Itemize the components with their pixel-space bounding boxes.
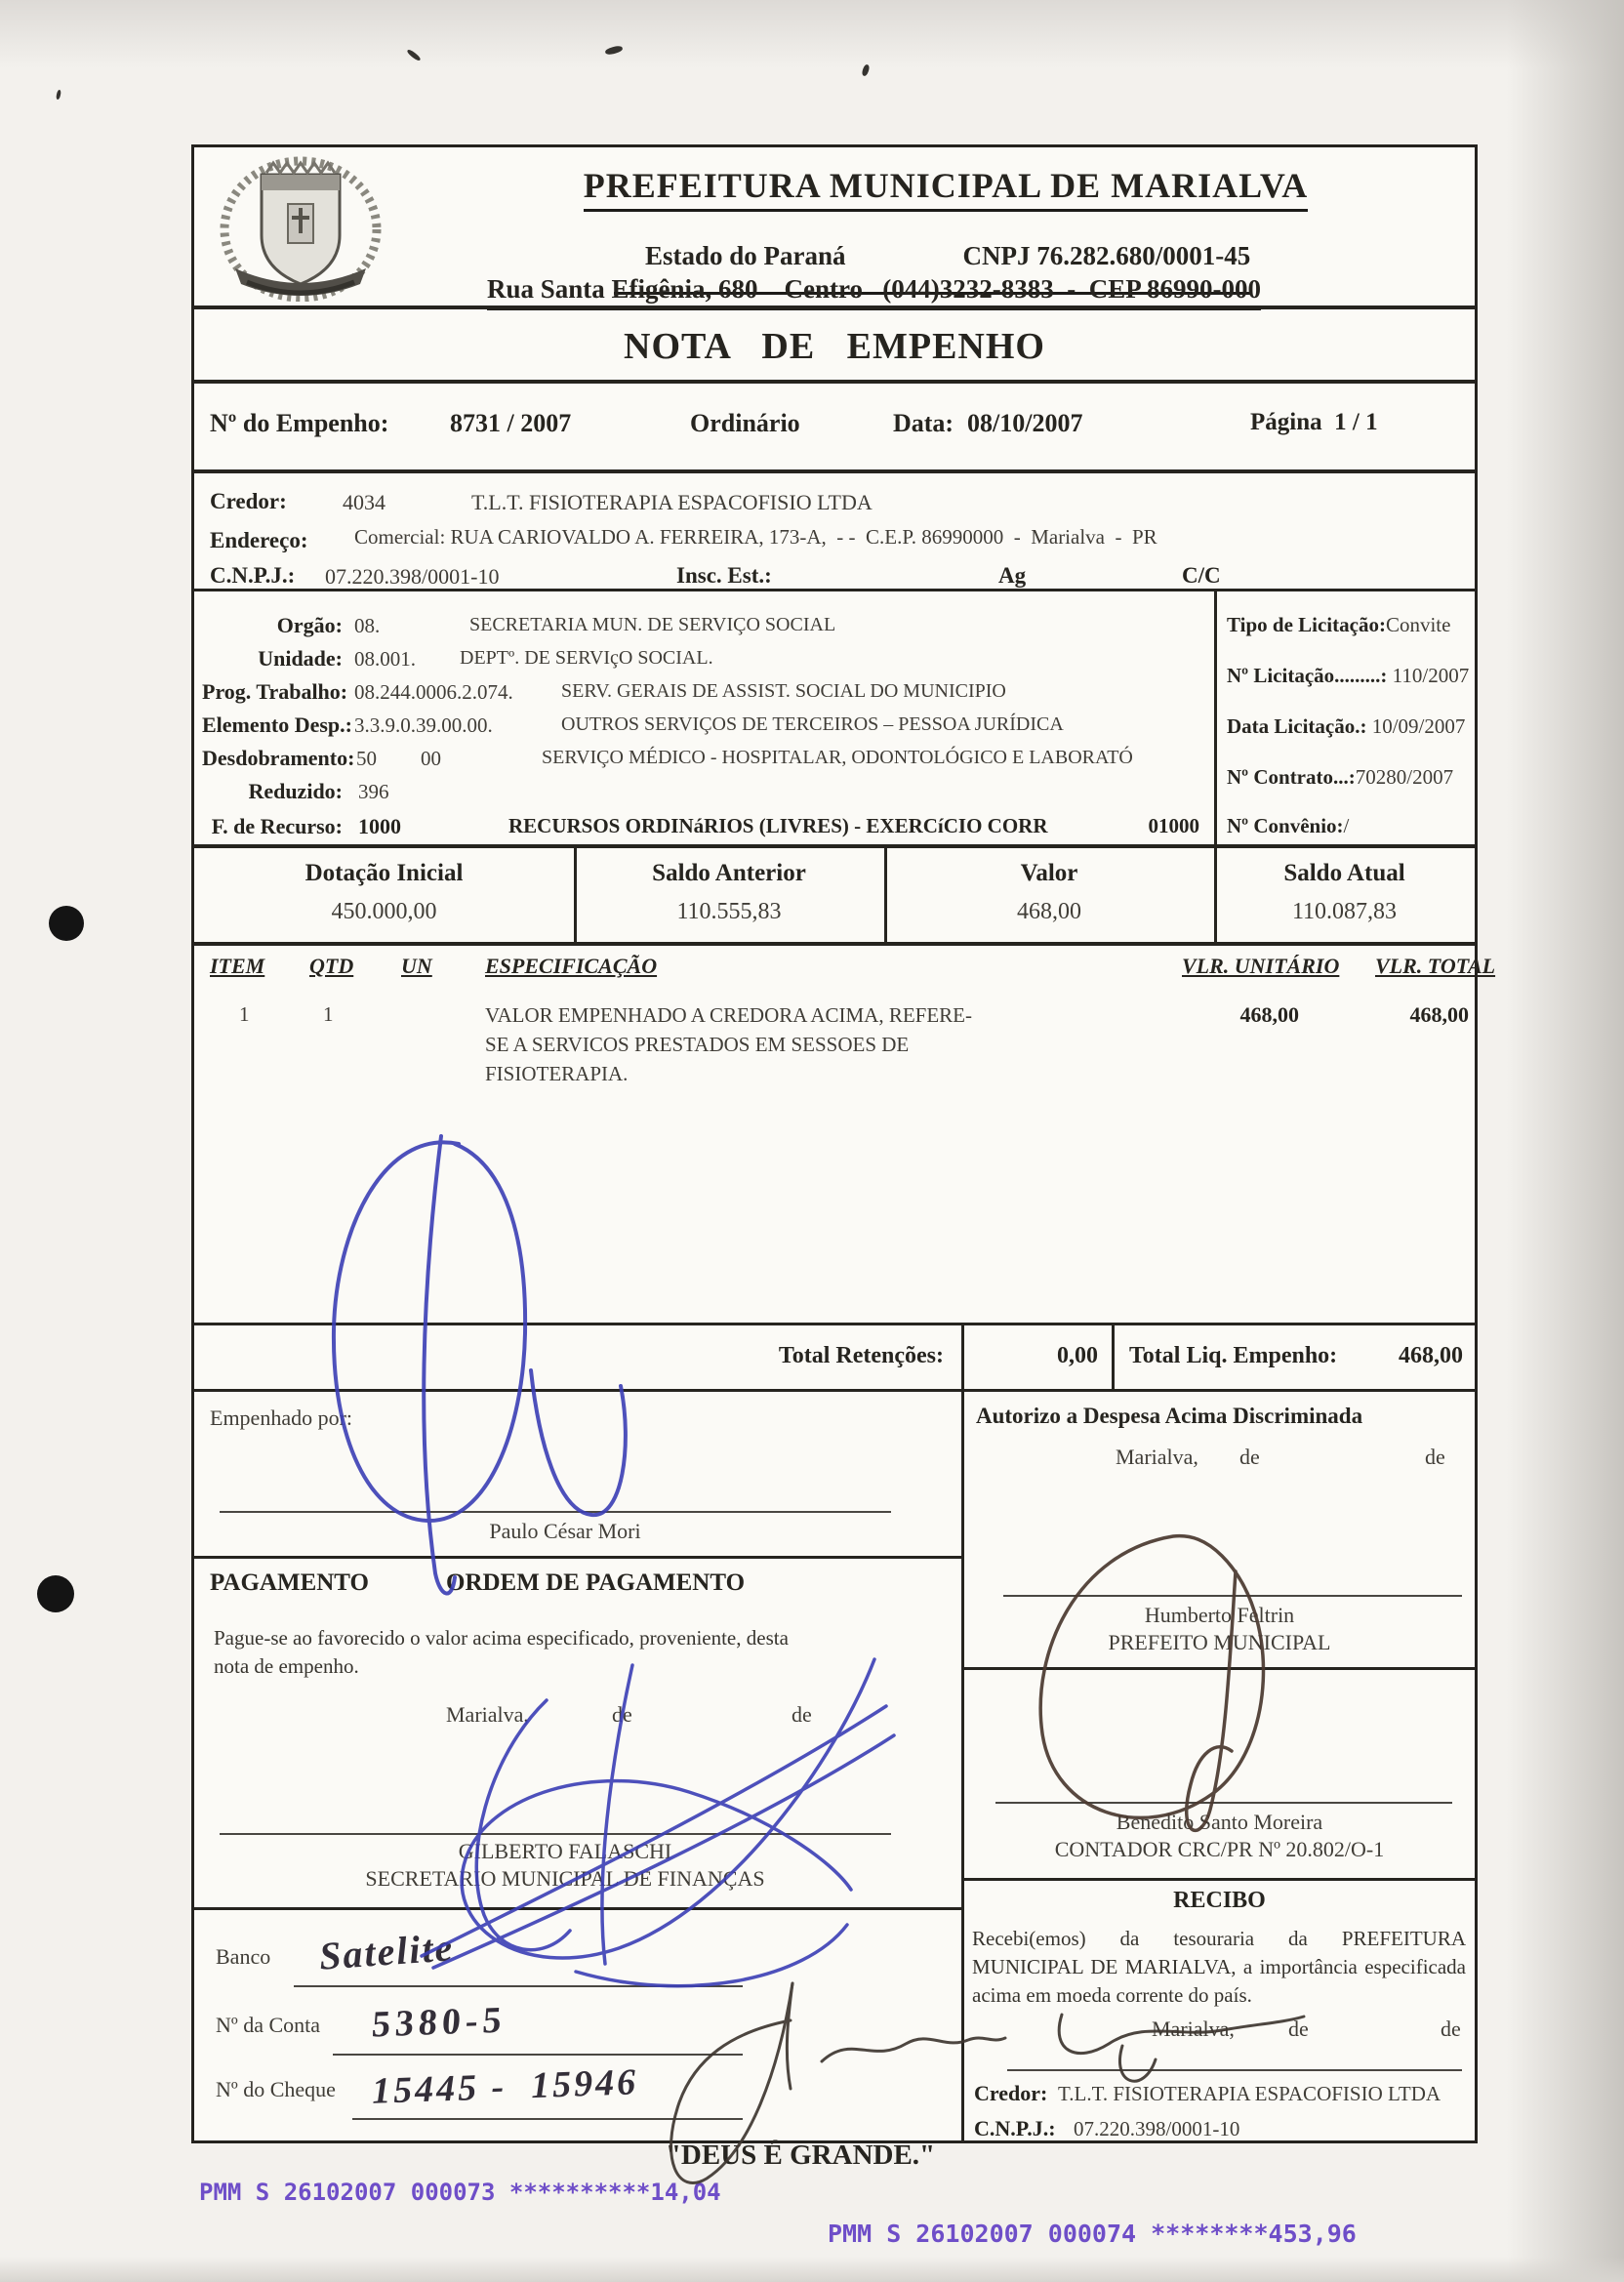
pagamento-text: Pague-se ao favorecido o valor acima especificado, proveniente, desta nota de empenho.: [214, 1626, 789, 1678]
numero-convenio-label: Nº Convênio:: [1227, 814, 1344, 837]
unidade-desc: DEPTº. DE SERVIçO SOCIAL.: [460, 647, 713, 669]
scan-shadow-top: [0, 0, 1624, 68]
credor-cnpj-label: C.N.P.J.:: [210, 563, 296, 588]
empenho-number: 8731 / 2007: [450, 409, 572, 437]
elemento-desp-desc: OUTROS SERVIÇOS DE TERCEIROS – PESSOA JURÍDICA: [561, 713, 1064, 735]
nota-empenho-form: [191, 144, 1496, 2143]
prefeito-name: Humberto Feltrin: [1144, 1603, 1295, 1627]
scan-shadow-right: [1507, 0, 1624, 2282]
fonte-recurso-code: 1000: [358, 814, 401, 838]
form-header: [194, 147, 1475, 306]
desdobramento-code2: 00: [421, 747, 441, 770]
numero-licitacao-label: Nº Licitação.........:: [1227, 664, 1388, 687]
insc-est-label: Insc. Est.:: [676, 563, 772, 588]
recibo-cnpj-value: 07.220.398/0001-10: [1074, 2117, 1240, 2140]
saldo-atual-header: Saldo Atual: [1283, 860, 1405, 886]
address-text: Rua Santa Efigênia, 680 Centro (044)3232-8383 - CEP 86990-000: [487, 274, 1261, 310]
org-name-text: PREFEITURA MUNICIPAL DE MARIALVA: [584, 165, 1308, 212]
recibo-credor-name: T.L.T. FISIOTERAPIA ESPACOFISIO LTDA: [1058, 2082, 1441, 2105]
credor-block: [194, 469, 1475, 589]
agencia-label: Ag: [998, 563, 1027, 588]
col-header-qtd: QTD: [309, 954, 354, 978]
reduzido-label: Reduzido:: [248, 779, 343, 803]
total-retencoes-value: 0,00: [1057, 1343, 1098, 1368]
pagamento-city: Marialva,: [446, 1702, 529, 1727]
total-retencoes-label: Total Retenções:: [778, 1343, 944, 1368]
lower-grid: [194, 1389, 1475, 2140]
autorizo-de-2: de: [1425, 1445, 1445, 1469]
conta-handwritten-value: 5380-5: [370, 1999, 508, 2046]
endereco-label: Endereço:: [210, 528, 308, 552]
credor-name: T.L.T. FISIOTERAPIA ESPACOFISIO LTDA: [471, 490, 873, 514]
banco-label: Banco: [216, 1944, 271, 1969]
col-header-item: ITEM: [210, 954, 265, 978]
item-qtd: 1: [323, 1002, 334, 1026]
item-especificacao: VALOR EMPENHADO A CREDORA ACIMA, REFERE-SE A SERVICOS PRESTADOS EM SESSOES DE FISIOTERAPIA.: [485, 1003, 973, 1085]
page-number: Página 1 / 1: [1250, 409, 1378, 435]
banco-box-divider: [194, 1907, 961, 1910]
dot-matrix-stamp-left: PMM S 26102007 000073 **********14,04: [199, 2179, 721, 2206]
fonte-recurso-label: F. de Recurso:: [211, 814, 343, 838]
empenho-number-label: Nº do Empenho:: [210, 409, 389, 437]
valor-header: Valor: [1020, 860, 1078, 886]
autorizo-inner-divider: [964, 1667, 1475, 1670]
banco-handwritten-value: Satelite: [317, 1925, 456, 1978]
itens-section: [194, 942, 1496, 1323]
fonte-recurso-extra: 01000: [1148, 814, 1199, 837]
saldo-anterior-header: Saldo Anterior: [652, 860, 806, 886]
desdobramento-label: Desdobramento:: [202, 746, 355, 770]
doc-title: NOTA DE EMPENHO: [624, 326, 1045, 367]
conta-line: [333, 2054, 743, 2056]
totais-divider-1: [961, 1325, 964, 1392]
unidade-label: Unidade:: [258, 646, 343, 671]
tipo-licitacao-value: Convite: [1385, 613, 1451, 636]
data-licitacao-label: Data Licitação.:: [1227, 714, 1367, 738]
tipo-licitacao: [1227, 613, 1450, 637]
endereco-value: Comercial: RUA CARIOVALDO A. FERREIRA, 173-A, - - C.E.P. 86990000 - Marialva - PR: [354, 525, 1157, 549]
prog-trabalho-label: Prog. Trabalho:: [202, 679, 348, 704]
ordem-pagamento-title: ORDEM DE PAGAMENTO: [446, 1569, 746, 1596]
item-vlr-unitario: 468,00: [1239, 1002, 1299, 1027]
empenho-type: Ordinário: [690, 409, 800, 437]
col-header-vlr-total: VLR. TOTAL: [1375, 954, 1496, 978]
header-org-name: [448, 165, 1443, 212]
pagamento-de-1: de: [612, 1702, 632, 1727]
col-header-especificacao: ESPECIFICAÇÃO: [485, 954, 658, 978]
valor-value: 468,00: [1017, 899, 1081, 924]
col-header-vlr-unitario: VLR. UNITÁRIO: [1182, 954, 1340, 978]
numero-convenio: [1227, 814, 1349, 838]
empenho-row: [194, 380, 1475, 469]
hole-punch: [49, 906, 84, 941]
secretario-signature-line: [220, 1833, 891, 1835]
saldo-atual-value: 110.087,83: [1291, 899, 1398, 924]
credor-label: Credor:: [210, 489, 287, 513]
data-licitacao-value: 10/09/2007: [1366, 714, 1466, 738]
data-licitacao: [1227, 714, 1465, 739]
cnpj-text: CNPJ 76.282.680/0001-45: [962, 241, 1251, 270]
empenhado-signer-name: Paulo César Mori: [489, 1519, 641, 1543]
numero-licitacao-value: 110/2007: [1387, 664, 1470, 687]
empenho-date-label: Data:: [893, 409, 954, 437]
empenhado-por-label: Empenhado por:: [210, 1406, 353, 1430]
saldo-anterior-value: 110.555,83: [676, 899, 782, 924]
orgao-desc: SECRETARIA MUN. DE SERVIÇO SOCIAL: [469, 614, 836, 635]
pagamento-title: PAGAMENTO: [210, 1569, 369, 1596]
secretario-name: GILBERTO FALASCHI: [458, 1839, 672, 1863]
empenho-date: 08/10/2007: [967, 409, 1083, 437]
ink-speck: [56, 90, 61, 101]
cheque-line: [352, 2118, 743, 2120]
cheque-handwritten-value: 15445 - 15946: [371, 2061, 639, 2112]
prog-trabalho-desc: SERV. GERAIS DE ASSIST. SOCIAL DO MUNICIPIO: [561, 680, 1006, 702]
numero-contrato-label: Nº Contrato...:: [1227, 765, 1356, 789]
recibo-title: RECIBO: [1173, 1888, 1266, 1913]
banco-line: [294, 1985, 743, 1987]
autorizo-de-1: de: [1239, 1445, 1260, 1469]
unidade-code: 08.001.: [354, 647, 416, 671]
elemento-desp-code: 3.3.9.0.39.00.00.: [354, 713, 493, 737]
recibo-city: Marialva,: [1152, 2017, 1235, 2041]
conta-corrente-label: C/C: [1182, 563, 1221, 588]
title-band: [194, 306, 1475, 380]
prog-trabalho-code: 08.244.0006.2.074.: [354, 680, 513, 704]
conta-label: Nº da Conta: [216, 2013, 321, 2037]
total-liq-label: Total Liq. Empenho:: [1129, 1343, 1338, 1368]
saldos-row: [194, 844, 1475, 942]
recibo-credor-label: Credor:: [974, 2081, 1048, 2105]
desdobramento-code1: 50: [356, 747, 377, 770]
numero-contrato: [1227, 765, 1453, 790]
autorizo-city: Marialva,: [1116, 1445, 1198, 1469]
recibo-de-1: de: [1288, 2017, 1309, 2041]
state-text: Estado do Paraná: [645, 241, 846, 270]
recibo-cnpj-label: C.N.P.J.:: [974, 2116, 1056, 2140]
recibo-divider: [964, 1878, 1475, 1881]
total-liq-value: 468,00: [1399, 1343, 1463, 1368]
item-number: 1: [239, 1002, 250, 1026]
contador-title: CONTADOR CRC/PR Nº 20.802/O-1: [1054, 1837, 1385, 1861]
totais-row: [194, 1323, 1475, 1389]
dotacao-inicial-header: Dotação Inicial: [304, 860, 464, 886]
contador-name: Benedito Santo Moreira: [1116, 1810, 1323, 1834]
totais-divider-2: [1112, 1325, 1115, 1392]
orcamento-divider: [1214, 591, 1217, 847]
motto-text: "DEUS É GRANDE.": [665, 2139, 936, 2171]
dotacao-inicial-value: 450.000,00: [331, 899, 437, 924]
orcamento-block: [194, 589, 1475, 844]
credor-code: 4034: [343, 490, 386, 514]
fonte-recurso-desc: RECURSOS ORDINáRIOS (LIVRES) - EXERCíCIO CORR: [508, 814, 1048, 837]
recibo-signature-line: [1007, 2069, 1462, 2071]
item-vlr-total: 468,00: [1409, 1002, 1469, 1027]
desdobramento-desc: SERVIÇO MÉDICO - HOSPITALAR, ODONTOLÓGICO E LABORATÓ: [542, 747, 1133, 768]
numero-contrato-value: 70280/2007: [1355, 765, 1454, 789]
secretario-title: SECRETARIO MUNICIPAL DE FINANÇAS: [365, 1866, 765, 1891]
numero-licitacao: [1227, 664, 1469, 688]
municipal-coat-of-arms-icon: [208, 153, 393, 302]
scan-shadow-bottom: [0, 2257, 1624, 2282]
contador-signature-line: [995, 1802, 1452, 1804]
elemento-desp-label: Elemento Desp.:: [202, 713, 352, 737]
orgao-label: Orgão:: [276, 613, 343, 637]
autorizo-title: Autorizo a Despesa Acima Discriminada: [976, 1404, 1363, 1428]
reduzido-code: 396: [358, 780, 389, 803]
autorizo-recibo-column: [964, 1392, 1475, 2143]
numero-convenio-value: /: [1343, 814, 1350, 837]
empenhado-signature-line: [220, 1511, 891, 1513]
prefeito-title: PREFEITO MUNICIPAL: [1108, 1630, 1331, 1654]
col-header-un: UN: [401, 954, 432, 978]
prefeito-signature-line: [1003, 1595, 1462, 1597]
recibo-text: Recebi(emos) da tesouraria da PREFEITURA MUNICIPAL DE MARIALVA, a importância especificada acima em moeda corrente do país.: [972, 1927, 1466, 2007]
credor-cnpj-value: 07.220.398/0001-10: [325, 564, 500, 589]
tipo-licitacao-label: Tipo de Licitação:: [1227, 613, 1386, 636]
hole-punch: [37, 1575, 74, 1612]
pagamento-divider: [194, 1556, 961, 1559]
orgao-code: 08.: [354, 614, 381, 637]
recibo-de-2: de: [1441, 2017, 1461, 2041]
cheque-label: Nº do Cheque: [216, 2077, 336, 2101]
dot-matrix-stamp-right: PMM S 26102007 000074 ********453,96: [828, 2220, 1357, 2248]
pagamento-de-2: de: [792, 1702, 812, 1727]
